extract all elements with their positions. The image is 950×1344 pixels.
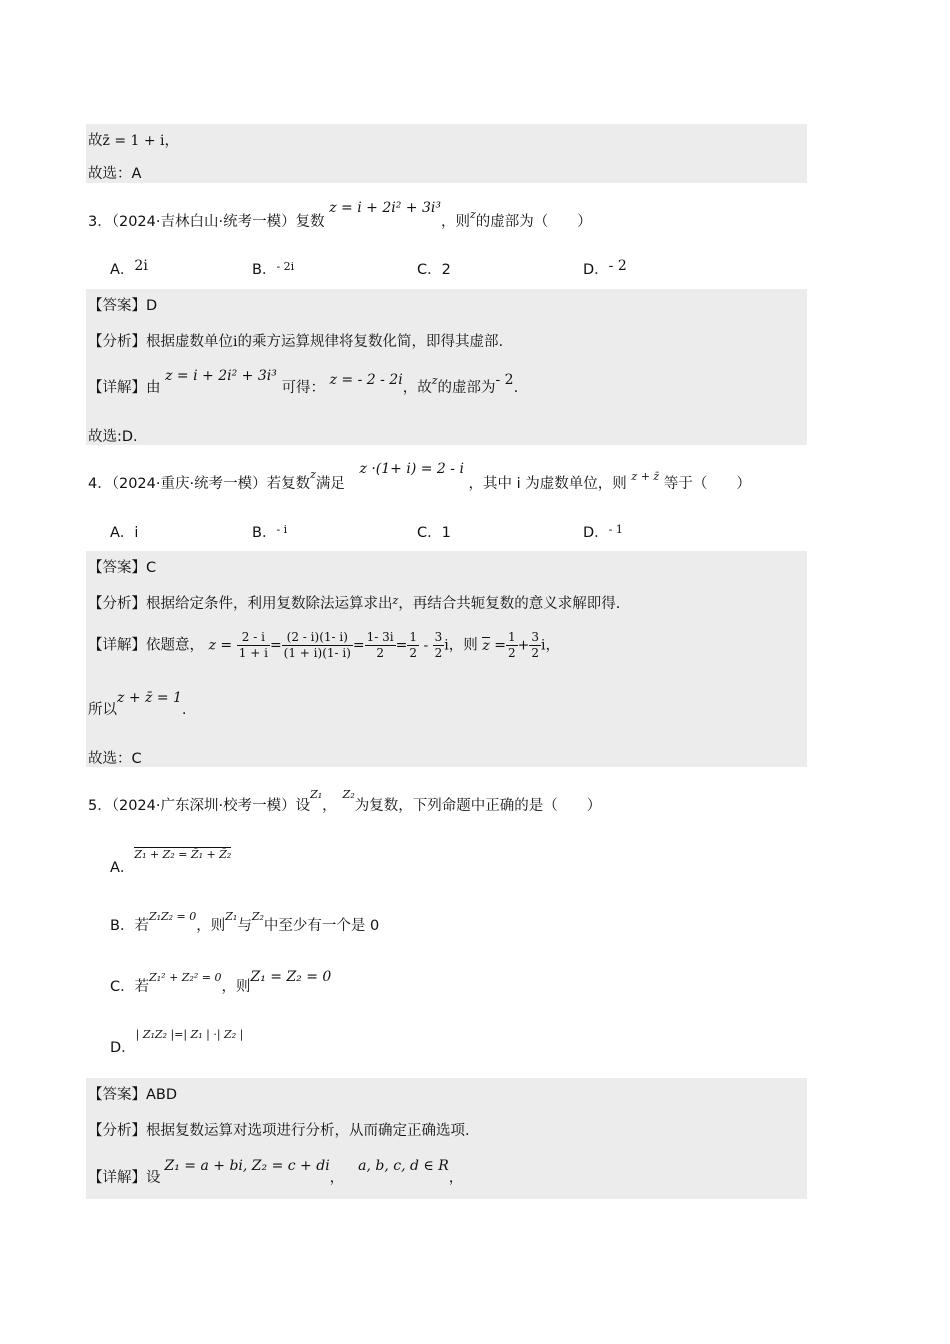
q3-analysis-end: 的乘方运算规律将复数化简，即得其虚部.: [237, 334, 504, 350]
q4-option-d: [583, 521, 623, 542]
q3-stem-formula: z = i + 2i² + 3i³: [329, 200, 441, 216]
q5-stem-z1: Z₁: [310, 788, 323, 801]
q5-stem-sep: ，: [322, 798, 337, 814]
q4-fraction-1-den: 1 + i: [238, 646, 268, 660]
q4-conj-fraction-1-den: 2: [507, 646, 516, 660]
q3-detail-end: .: [513, 380, 519, 396]
q3-stem-end: 的虚部为（ ）: [475, 214, 592, 230]
prev-conclusion-math: z̄ = 1 + i: [102, 133, 165, 149]
q3-detail: [88, 368, 519, 397]
q4-option-c-letter: C．: [417, 525, 442, 541]
q4-conj-fraction-2-den: 2: [531, 646, 539, 660]
q4-i-2: i: [540, 637, 546, 654]
q4-stem-satisfy: 满足: [315, 476, 345, 492]
q4-option-c-value: 1: [441, 525, 451, 541]
q4-stem-where: ，其中 i 为虚数单位，则: [468, 476, 627, 492]
q4-stem-formula: z ·(1+ i) = 2 - i: [359, 461, 464, 477]
q3-choice: 故选:D.: [88, 429, 138, 445]
q5-detail-formula-2: a, b, c, d ∈ R: [358, 1158, 449, 1174]
q3-detail-result: - 2: [495, 372, 514, 388]
q5-detail: [88, 1158, 464, 1187]
q4-analysis-end: ，再结合共轭复数的意义求解即得.: [398, 596, 621, 612]
q5-option-b-z2: Z₂: [251, 910, 264, 923]
prev-choice: 故选：A: [88, 166, 142, 182]
q3-detail-formula-2: z = - 2 - 2i: [329, 372, 403, 388]
q4-so-formula: z + z̄ = 1: [117, 690, 182, 706]
q4-eq-3: =: [395, 637, 408, 654]
q3-stem-z: z: [469, 208, 476, 221]
q4-option-b: [252, 521, 287, 542]
q4-analysis-intro: 【分析】根据给定条件，利用复数除法运算求出: [88, 596, 393, 612]
q5-detail-end: ，: [448, 1170, 464, 1186]
q4-fraction-5-den: 2: [434, 646, 443, 660]
q5-option-c: [110, 969, 332, 996]
q3-option-c-value: 2: [441, 262, 451, 278]
q3-analysis: [88, 330, 503, 351]
q4-fraction-4: [407, 630, 419, 661]
q5-option-b-end: 中至少有一个是 0: [263, 918, 380, 934]
q5-option-b: [110, 910, 380, 935]
q3-option-c: [417, 258, 451, 279]
q5-option-a: [110, 848, 232, 877]
q4-minus: -: [419, 637, 433, 654]
q4-option-b-value: - i: [276, 523, 288, 536]
q3-solution-block: [86, 289, 807, 445]
q3-option-b-value: - 2i: [276, 260, 295, 273]
q4-fraction-3-num: 1- 3i: [366, 630, 394, 644]
q5-answer: 【答案】ABD: [88, 1087, 178, 1103]
q3-analysis-intro: 【分析】根据虚数单位: [88, 334, 233, 350]
q3-option-d-letter: D．: [583, 262, 609, 278]
q4-fraction-1: [237, 630, 270, 661]
q5-option-b-z1: Z₁: [225, 910, 238, 923]
q5-option-c-then: ，则: [221, 979, 251, 995]
q4-fraction-2: [282, 630, 353, 661]
q4-stem-end: 等于（ ）: [663, 476, 751, 492]
q3-detail-obtain: 可得：: [281, 380, 325, 396]
q4-detail-then: ，则: [448, 637, 478, 654]
prev-solution-block: [86, 124, 807, 183]
prev-conclusion-end: ，: [164, 133, 180, 149]
q3-stem-then: ，则: [440, 214, 470, 230]
q3-option-a: [110, 258, 148, 279]
q3-option-d-value: - 2: [608, 258, 627, 274]
q3-detail-formula-1: z = i + 2i² + 3i³: [165, 368, 277, 384]
q4-conj-fraction-1-num: 1: [507, 630, 516, 644]
q5-detail-sep: ，: [329, 1170, 345, 1186]
q3-analysis-i: i: [233, 334, 238, 350]
q4-stem: [88, 461, 751, 493]
q4-stem-sum: z + z̄: [631, 470, 660, 483]
q5-option-d-formula: | Z₁Z₂ |=| Z₁ | ·| Z₂ |: [135, 1028, 244, 1041]
q4-analysis: [88, 592, 620, 613]
q5-analysis: 【分析】根据复数运算对选项进行分析，从而确定正确选项.: [88, 1123, 470, 1139]
q4-option-d-value: - 1: [608, 523, 623, 536]
q4-fraction-2-num: (2 - i)(1- i): [282, 630, 353, 646]
q5-option-a-letter: A．: [110, 860, 135, 876]
q4-conj-fraction-2: [529, 630, 541, 661]
q4-answer: 【答案】C: [88, 560, 157, 576]
q4-stem-intro: 4．（2024·重庆·统考一模）若复数: [88, 476, 311, 492]
q4-stem-z: z: [310, 468, 316, 481]
q4-option-a-value: i: [134, 525, 139, 541]
q4-fraction-1-num: 2 - i: [237, 630, 270, 646]
q5-detail-formula-1: Z₁ = a + bi, Z₂ = c + di: [164, 1158, 330, 1174]
q4-fraction-3: [365, 630, 396, 661]
prev-conclusion-line: [88, 129, 179, 150]
q4-fraction-4-num: 1: [409, 630, 417, 644]
q5-option-c-if: C．若: [110, 979, 150, 995]
prev-conclusion-text: 故: [88, 133, 103, 149]
q4-option-a-letter: A．: [110, 525, 135, 541]
q3-option-a-value: 2i: [134, 258, 148, 274]
q4-so-end: .: [181, 702, 187, 718]
q3-option-a-letter: A．: [110, 262, 135, 278]
q4-conj-fraction-1: [506, 630, 518, 661]
q3-answer: 【答案】D: [88, 298, 158, 314]
q4-fraction-5-num: 3: [434, 630, 443, 644]
q3-detail-so: ，故: [402, 380, 432, 396]
q4-so-line: [88, 690, 187, 719]
q4-option-b-letter: B．: [252, 525, 277, 541]
q5-option-b-formula: Z₁Z₂ = 0: [148, 910, 197, 923]
q4-fraction-5: [433, 630, 445, 661]
q3-detail-intro: 【详解】由: [88, 380, 161, 396]
q5-option-b-if: B．若: [110, 918, 149, 934]
q5-option-b-and: 与: [237, 918, 252, 934]
q4-so-text: 所以: [88, 702, 117, 718]
q3-detail-imag: 的虚部为: [437, 380, 496, 396]
q3-option-b: [252, 258, 294, 279]
q4-option-d-letter: D．: [583, 525, 609, 541]
q5-option-b-then: ，则: [196, 918, 226, 934]
q5-option-a-formula: Z₁ + Z₂ = Z̄₁ + Z̄₂: [134, 848, 232, 861]
q4-fraction-3-den: 2: [376, 646, 384, 660]
q5-option-c-formula: Z₁² + Z₂² = 0: [149, 971, 222, 984]
q4-eq-2: =: [352, 637, 365, 654]
q3-option-c-letter: C．: [417, 262, 442, 278]
q3-stem: [88, 200, 592, 231]
q4-eq-1: =: [269, 637, 282, 654]
q5-option-d-letter: D．: [110, 1040, 136, 1056]
q4-detail: 【详解】依题意， z = $\frac{2 - i}{1 + i}$ = $\frac{(2 - i)(1- i)}{(1 + i)(1- i)}$ = $\frac{1- 3i}{2}$ = $\frac{1}{2}$ - $\frac{3}{2}$ i，则 z = $\frac{1}{2}$ + $\frac{3}{2}$ i，: [88, 630, 560, 660]
q3-option-d: [583, 258, 627, 279]
q5-stem-end: 为复数，下列命题中正确的是（ ）: [354, 798, 602, 814]
q5-detail-intro: 【详解】设: [88, 1170, 161, 1186]
q3-detail-z: z: [431, 374, 438, 387]
q4-plus: +: [517, 637, 530, 654]
q4-option-c: [417, 521, 451, 542]
q4-option-a: [110, 521, 138, 542]
q4-detail-z: z =: [208, 637, 233, 654]
q3-option-b-letter: B．: [252, 262, 277, 278]
q4-analysis-z: z: [392, 594, 399, 607]
q4-detail-intro: 【详解】依题意，: [88, 637, 204, 654]
q4-conj-fraction-2-num: 3: [531, 630, 539, 644]
q5-stem: [88, 788, 602, 815]
q4-fraction-2-den: (1 + i)(1- i): [283, 646, 351, 660]
q3-stem-intro: 3．（2024·吉林白山·统考一模）复数: [88, 214, 325, 230]
q4-detail-zbar: z =: [482, 637, 506, 654]
q5-stem-z2: Z₂: [342, 788, 355, 801]
q4-i-1: i: [444, 637, 449, 654]
q5-stem-intro: 5．（2024·广东深圳·校考一模）设: [88, 798, 311, 814]
q4-fraction-4-den: 2: [409, 646, 417, 660]
q4-choice: 故选：C: [88, 751, 142, 767]
q5-option-c-result: Z₁ = Z₂ = 0: [250, 969, 332, 985]
